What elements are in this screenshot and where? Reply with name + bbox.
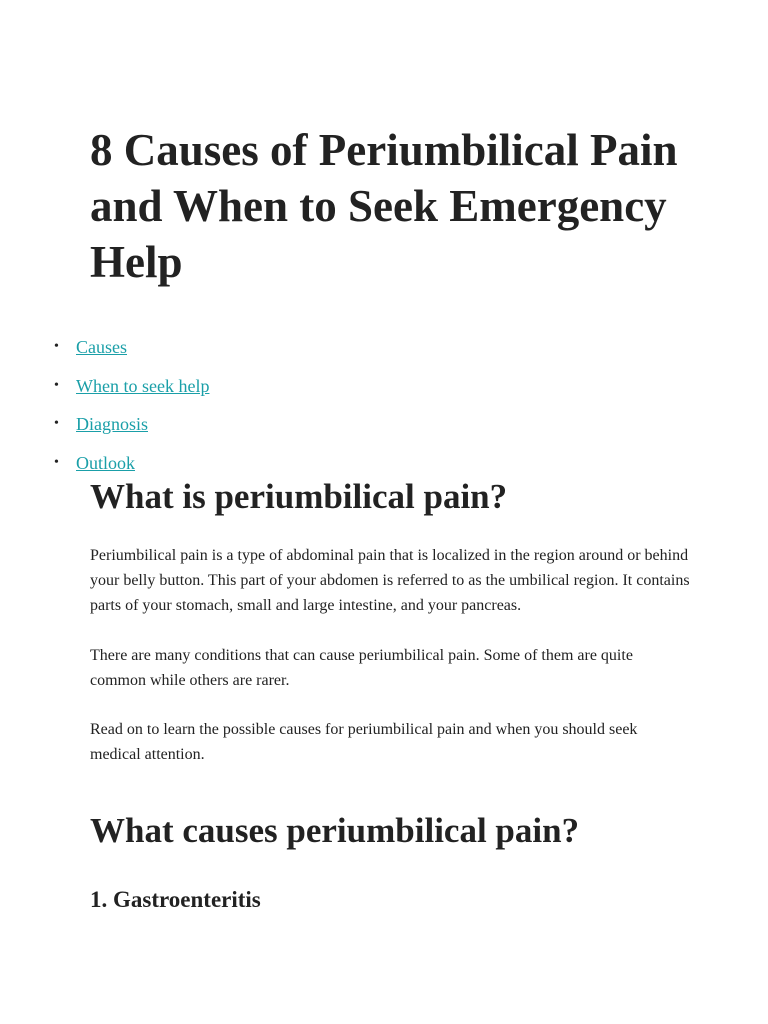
toc-link-causes[interactable]: Causes xyxy=(76,337,127,357)
toc-link-when-to-seek-help[interactable]: When to seek help xyxy=(76,375,210,396)
page-title: 8 Causes of Periumbilical Pain and When to Seek Emergency Help xyxy=(90,125,678,287)
bullet-icon: • xyxy=(54,454,59,470)
paragraph: There are many conditions that can cause periumbilical pain. Some of them are quite common while others are rarer. xyxy=(90,647,633,689)
section-heading-what-is: What is periumbilical pain? xyxy=(90,477,508,516)
section-heading-causes: What causes periumbilical pain? xyxy=(90,811,580,850)
bullet-icon: • xyxy=(54,339,59,354)
bullet-icon: • xyxy=(54,377,59,393)
subsection-heading-gastroenteritis: 1. Gastroenteritis xyxy=(90,887,261,912)
toc-link-diagnosis[interactable]: Diagnosis xyxy=(76,414,148,434)
bullet-icon: • xyxy=(54,416,59,431)
paragraph: Periumbilical pain is a type of abdominal pain that is localized in the region around or behind your belly button. This part of your abdomen is referred to as the umbilical region. It contains parts of your stomach, small and large intestine, and your pancreas. xyxy=(90,547,690,614)
paragraph: Read on to learn the possible causes for periumbilical pain and when you should seek medical attention. xyxy=(90,721,638,763)
toc-link-outlook[interactable]: Outlook xyxy=(76,452,136,473)
